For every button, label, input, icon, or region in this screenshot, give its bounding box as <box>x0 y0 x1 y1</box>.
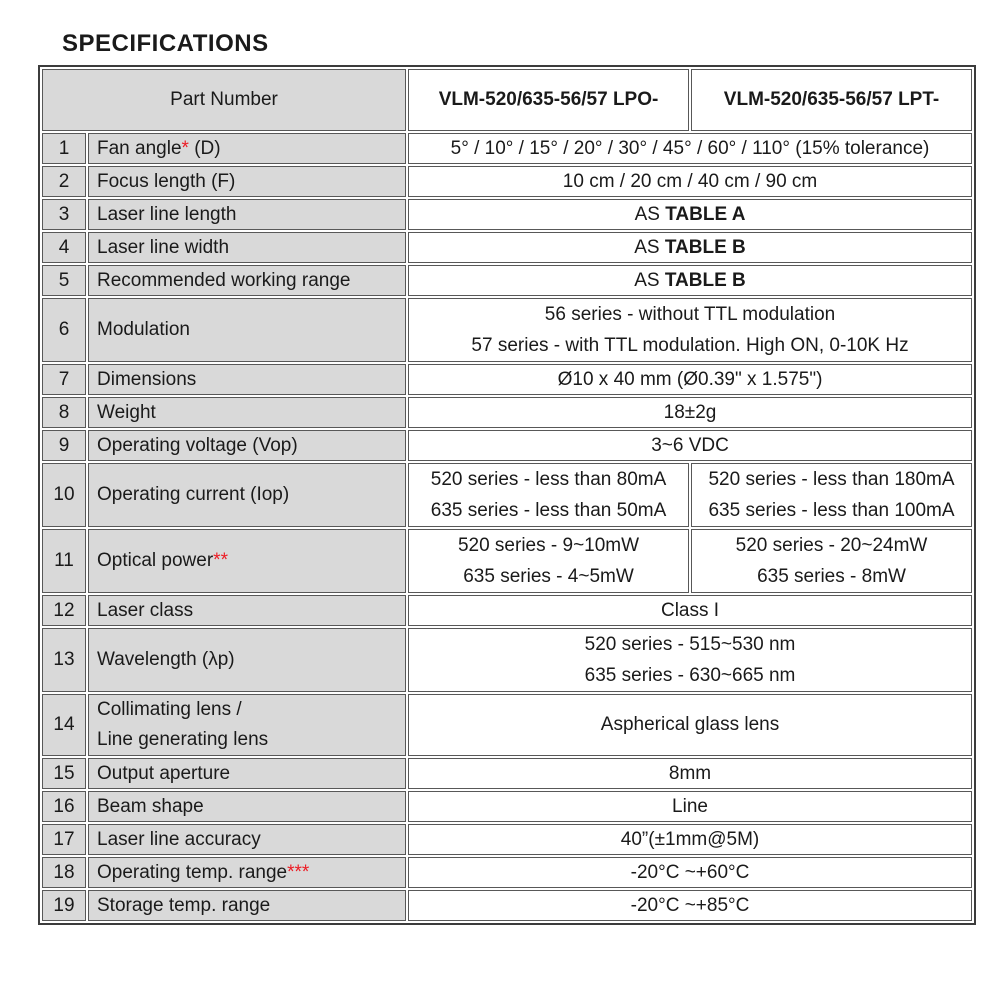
row-value: Class I <box>408 595 972 626</box>
footnote-asterisk: ** <box>213 550 228 571</box>
row-number: 9 <box>42 430 86 461</box>
row-label: Laser line width <box>88 232 406 263</box>
row-number: 1 <box>42 133 86 164</box>
spec-row-modulation <box>42 298 972 362</box>
page-title: SPECIFICATIONS <box>62 30 269 57</box>
row-value: 18±2g <box>408 397 972 428</box>
row-number: 12 <box>42 595 86 626</box>
row-number: 13 <box>42 628 86 692</box>
row-number: 5 <box>42 265 86 296</box>
spec-row-output-aperture <box>42 758 972 789</box>
row-label: Beam shape <box>88 791 406 822</box>
row-label: Operating temp. range*** <box>88 857 406 888</box>
spec-row-laser-line-length <box>42 199 972 230</box>
spec-row-optical-power <box>42 529 972 593</box>
footnote-asterisk: * <box>181 137 189 159</box>
row-value: 3~6 VDC <box>408 430 972 461</box>
row-label: Operating voltage (Vop) <box>88 430 406 461</box>
row-label: Wavelength (λp) <box>88 628 406 692</box>
row-number: 7 <box>42 364 86 395</box>
row-label: Laser line length <box>88 199 406 230</box>
row-number: 3 <box>42 199 86 230</box>
row-value: AS TABLE B <box>408 265 972 296</box>
row-label: Laser class <box>88 595 406 626</box>
row-value-lpt: 520 series - 20~24mW 635 series - 8mW <box>691 529 972 593</box>
row-label: Fan angle* (D) <box>88 133 406 164</box>
column-header-lpo: VLM-520/635-56/57 LPO- <box>408 69 689 131</box>
table-header-row <box>42 69 972 131</box>
row-number: 8 <box>42 397 86 428</box>
row-number: 10 <box>42 463 86 527</box>
row-label: Output aperture <box>88 758 406 789</box>
row-number: 19 <box>42 890 86 921</box>
spec-row-laser-class <box>42 595 972 626</box>
specifications-table <box>38 65 976 925</box>
row-value: 56 series - without TTL modulation 57 series - with TTL modulation. High ON, 0-10K Hz <box>408 298 972 362</box>
spec-row-line-accuracy <box>42 824 972 855</box>
column-header-part-number: Part Number <box>42 69 406 131</box>
spec-row-dimensions <box>42 364 972 395</box>
column-header-lpt: VLM-520/635-56/57 LPT- <box>691 69 972 131</box>
row-value: Line <box>408 791 972 822</box>
row-value: -20°C ~+85°C <box>408 890 972 921</box>
row-label: Modulation <box>88 298 406 362</box>
row-label: Weight <box>88 397 406 428</box>
row-value-lpo: 520 series - less than 80mA 635 series - less than 50mA <box>408 463 689 527</box>
row-number: 16 <box>42 791 86 822</box>
row-number: 17 <box>42 824 86 855</box>
row-label: Focus length (F) <box>88 166 406 197</box>
row-number: 2 <box>42 166 86 197</box>
row-number: 4 <box>42 232 86 263</box>
row-label: Laser line accuracy <box>88 824 406 855</box>
row-value: AS TABLE A <box>408 199 972 230</box>
row-value: -20°C ~+60°C <box>408 857 972 888</box>
row-label: Dimensions <box>88 364 406 395</box>
row-label: Optical power** <box>88 529 406 593</box>
row-value: 520 series - 515~530 nm 635 series - 630~665 nm <box>408 628 972 692</box>
row-number: 18 <box>42 857 86 888</box>
spec-row-lens <box>42 694 972 756</box>
spec-row-operating-temp <box>42 857 972 888</box>
spec-row-storage-temp <box>42 890 972 921</box>
spec-row-fan-angle <box>42 133 972 164</box>
spec-row-weight <box>42 397 972 428</box>
row-number: 6 <box>42 298 86 362</box>
row-label: Recommended working range <box>88 265 406 296</box>
row-value-lpt: 520 series - less than 180mA 635 series - less than 100mA <box>691 463 972 527</box>
row-value: 5° / 10° / 15° / 20° / 30° / 45° / 60° / 110° (15% tolerance) <box>408 133 972 164</box>
spec-row-focus-length <box>42 166 972 197</box>
row-number: 11 <box>42 529 86 593</box>
spec-row-operating-current <box>42 463 972 527</box>
row-label: Storage temp. range <box>88 890 406 921</box>
row-value: 8mm <box>408 758 972 789</box>
row-value: Aspherical glass lens <box>408 694 972 756</box>
footnote-asterisk: *** <box>287 861 310 883</box>
spec-row-laser-line-width <box>42 232 972 263</box>
row-value-lpo: 520 series - 9~10mW 635 series - 4~5mW <box>408 529 689 593</box>
spec-row-working-range <box>42 265 972 296</box>
row-label: Collimating lens / Line generating lens <box>88 694 406 756</box>
row-value: 10 cm / 20 cm / 40 cm / 90 cm <box>408 166 972 197</box>
row-number: 15 <box>42 758 86 789</box>
spec-row-operating-voltage <box>42 430 972 461</box>
row-label: Operating current (Iop) <box>88 463 406 527</box>
row-value: AS TABLE B <box>408 232 972 263</box>
spec-row-beam-shape <box>42 791 972 822</box>
row-value: 40”(±1mm@5M) <box>408 824 972 855</box>
row-value: Ø10 x 40 mm (Ø0.39" x 1.575") <box>408 364 972 395</box>
spec-row-wavelength <box>42 628 972 692</box>
row-number: 14 <box>42 694 86 756</box>
